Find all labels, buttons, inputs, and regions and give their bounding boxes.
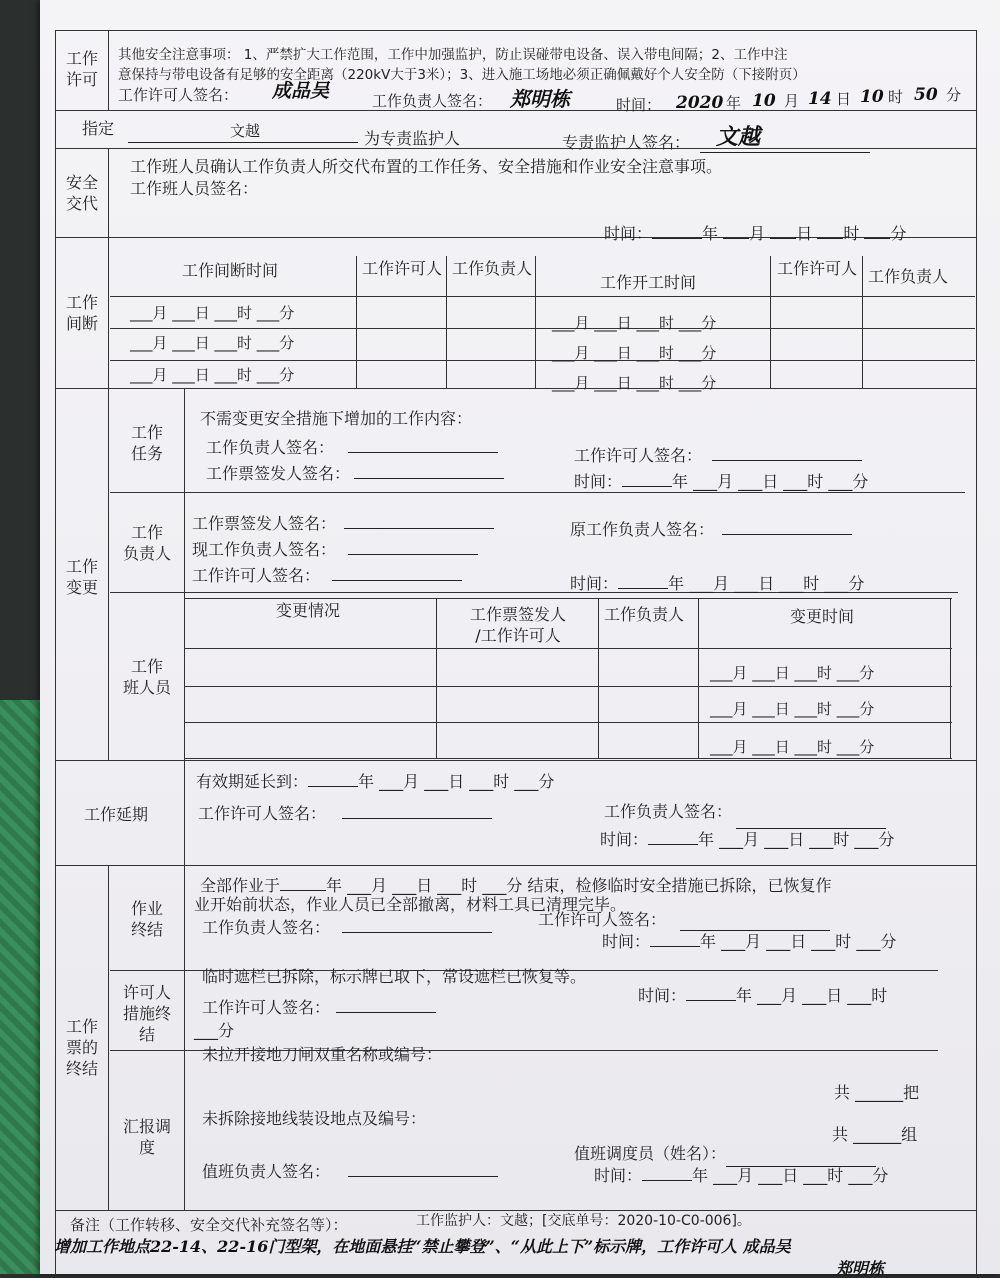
restart-row-2: ___月 ___日 ___时 ___分 <box>552 344 717 362</box>
change-task-time: 时间： 年 ___月 ___日 ___时 ___分 <box>574 472 869 491</box>
crew-issuer-header: 工作票签发人 /工作许可人 <box>469 605 566 645</box>
permit-day: 14 <box>808 89 832 109</box>
job-end-line2: 业开始前状态，作业人员已全部撤离，材料工具已清理完毕。 <box>194 895 627 914</box>
dispatcher-name: 值班调度员（姓名）： <box>574 1144 876 1163</box>
crew-leader-header: 工作负责人 <box>604 605 685 624</box>
interruption-leader-header: 工作负责人 <box>451 259 532 278</box>
designate-label: 指定 <box>82 119 115 138</box>
permitter-sign-label: 工作许可人签名： <box>118 86 239 104</box>
change-task-leader-sign: 工作负责人签名： <box>206 438 498 457</box>
permitter-signature: 成品吴 <box>272 80 330 102</box>
restart-permitter-header: 工作许可人 <box>776 259 857 278</box>
remarks-label: 备注（工作转移、安全交代补充签名等）： <box>70 1216 348 1234</box>
permit-hour-unit: 时 <box>888 88 904 106</box>
restart-row-1: ___月 ___日 ___时 ___分 <box>552 314 717 332</box>
unopened-ground-switch-label: 未拉开接地刀闸双重名称或编号： <box>202 1045 443 1064</box>
job-end-leader-sign: 工作负责人签名： <box>202 918 492 937</box>
remarks-handwritten-tail: 郑明栋 <box>836 1259 885 1278</box>
restart-leader-header: 工作负责人 <box>868 267 949 286</box>
ground-wire-count: 共 ______组 <box>832 1125 918 1144</box>
change-leader-label: 工作 负责人 <box>122 523 171 563</box>
job-end-permitter-sign: 工作许可人签名： <box>538 910 830 929</box>
extension-time: 时间： 年 ___月 ___日 ___时 ___分 <box>600 830 895 849</box>
briefing-label: 安全 交代 <box>65 173 98 213</box>
interruption-row-3: ___月 ___日 ___时 ___分 <box>130 366 295 384</box>
extension-label: 工作延期 <box>84 805 149 824</box>
extension-until: 有效期延长到： 年 ___月 ___日 ___时 ___分 <box>196 772 555 791</box>
permit-minute: 50 <box>914 85 938 105</box>
change-task-label: 工作 任务 <box>130 423 163 463</box>
measure-end-line1: 临时遮栏已拆除，标示牌已取下，常设遮栏已恢复等。 <box>202 967 587 986</box>
measure-end-label: 许可人 措施终 结 <box>122 983 171 1044</box>
briefing-time: 时间： 年 月 日 时 分 <box>604 224 907 243</box>
report-dispatch-label: 汇报调 度 <box>122 1117 171 1157</box>
change-leader-time: 时间： 年 ___月 ___日 ___时 ___分 <box>570 574 865 593</box>
restart-row-3: ___月 ___日 ___时 ___分 <box>552 374 717 392</box>
change-crew-label: 工作 班人员 <box>122 657 171 697</box>
interruption-row-2: ___月 ___日 ___时 ___分 <box>130 334 295 352</box>
crew-change-time-row-2: ___月 ___日 ___时 ___分 <box>710 700 875 718</box>
report-time: 时间： 年 ___月 ___日 ___时 ___分 <box>594 1166 889 1185</box>
interruption-permitter-header: 工作许可人 <box>361 259 442 278</box>
ground-switch-count: 共 ______把 <box>834 1083 920 1102</box>
designated-guardian-name: 文越 <box>230 122 261 140</box>
job-end-time: 时间： 年 ___月 ___日 ___时 ___分 <box>602 932 897 951</box>
current-leader-sign: 现工作负责人签名： <box>192 540 478 559</box>
briefing-sign-label: 工作班人员签名： <box>130 179 259 198</box>
duty-leader-sign: 值班负责人签名： <box>202 1162 498 1181</box>
interruption-label: 工作 间断 <box>65 293 98 333</box>
leader-sign-label: 工作负责人签名： <box>372 92 493 110</box>
guardian-signature: 文越 <box>716 124 761 150</box>
change-leader-permitter-sign: 工作许可人签名： <box>192 566 462 585</box>
crew-change-time-header: 变更时间 <box>790 607 855 626</box>
permit-month-unit: 月 <box>784 92 800 110</box>
extension-leader-sign: 工作负责人签名： <box>604 802 886 821</box>
crew-change-time-row-3: ___月 ___日 ___时 ___分 <box>710 738 875 756</box>
change-label: 工作 变更 <box>65 557 98 597</box>
permit-notes-line1: 其他安全注意事项： 1、严禁扩大工作范围，工作中加强监护，防止误碰带电设备、误入带电间隔；2、工作中注 <box>118 47 788 63</box>
original-leader-sign: 原工作负责人签名： <box>570 520 852 539</box>
permit-day-unit: 日 <box>836 90 852 108</box>
change-task-permitter-sign: 工作许可人签名： <box>574 446 862 465</box>
interruption-time-header: 工作间断时间 <box>182 261 279 280</box>
permit-month: 10 <box>752 91 776 111</box>
measure-end-permitter-sign: 工作许可人签名： <box>202 998 436 1017</box>
permit-time-label: 时间： <box>616 96 662 114</box>
guardian-sign-label: 专责监护人签名： <box>562 133 691 152</box>
permit-label: 工作 许可 <box>65 49 98 89</box>
as-guardian-text: 为专责监护人 <box>364 129 461 148</box>
remarks-typed: 工作监护人：文越；[交底单号：2020-10-C0-006]。 <box>416 1213 751 1229</box>
briefing-text: 工作班人员确认工作负责人所交代布置的工作任务、安全措施和作业安全注意事项。 <box>130 157 723 176</box>
crew-change-header: 变更情况 <box>276 601 341 620</box>
job-end-label: 作业 终结 <box>130 899 163 939</box>
permit-year-unit: 年 <box>726 94 742 112</box>
restart-time-header: 工作开工时间 <box>600 273 697 292</box>
change-leader-issuer-sign: 工作票签发人签名： <box>192 514 494 533</box>
measure-end-time: 时间： 年 ___月 ___日 ___时 <box>638 986 888 1005</box>
job-end-line1: 全部作业于 年 ___月 ___日 ___时 ___分 结束，检修临时安全措施已拆除，已恢复作 <box>200 876 832 895</box>
termination-label: 工作 票的 终结 <box>65 1017 98 1078</box>
permit-year: 2020 <box>676 93 724 113</box>
measure-end-minute: ___分 <box>194 1021 235 1040</box>
remarks-handwritten: 增加工作地点22-14、22-16门型架，在地面悬挂“禁止攀登”、“从此上下”标示牌，工作许可人 成品吴 <box>54 1237 791 1256</box>
change-task-issuer-sign: 工作票签发人签名： <box>206 464 504 483</box>
permit-notes-line2: 意保持与带电设备有足够的安全距离（220kV大于3米）；3、进入施工场地必须正确佩戴好个人安全防（下接附页） <box>118 67 806 83</box>
leader-signature: 郑明栋 <box>510 87 570 111</box>
interruption-row-1: ___月 ___日 ___时 ___分 <box>130 304 295 322</box>
permit-hour: 10 <box>860 87 884 107</box>
added-work-content-label: 不需变更安全措施下增加的工作内容： <box>200 409 473 428</box>
crew-change-time-row-1: ___月 ___日 ___时 ___分 <box>710 664 875 682</box>
permit-minute-unit: 分 <box>946 86 962 104</box>
unremoved-ground-wire-label: 未拆除接地线装设地点及编号： <box>202 1109 427 1128</box>
extension-permitter-sign: 工作许可人签名： <box>198 804 492 823</box>
